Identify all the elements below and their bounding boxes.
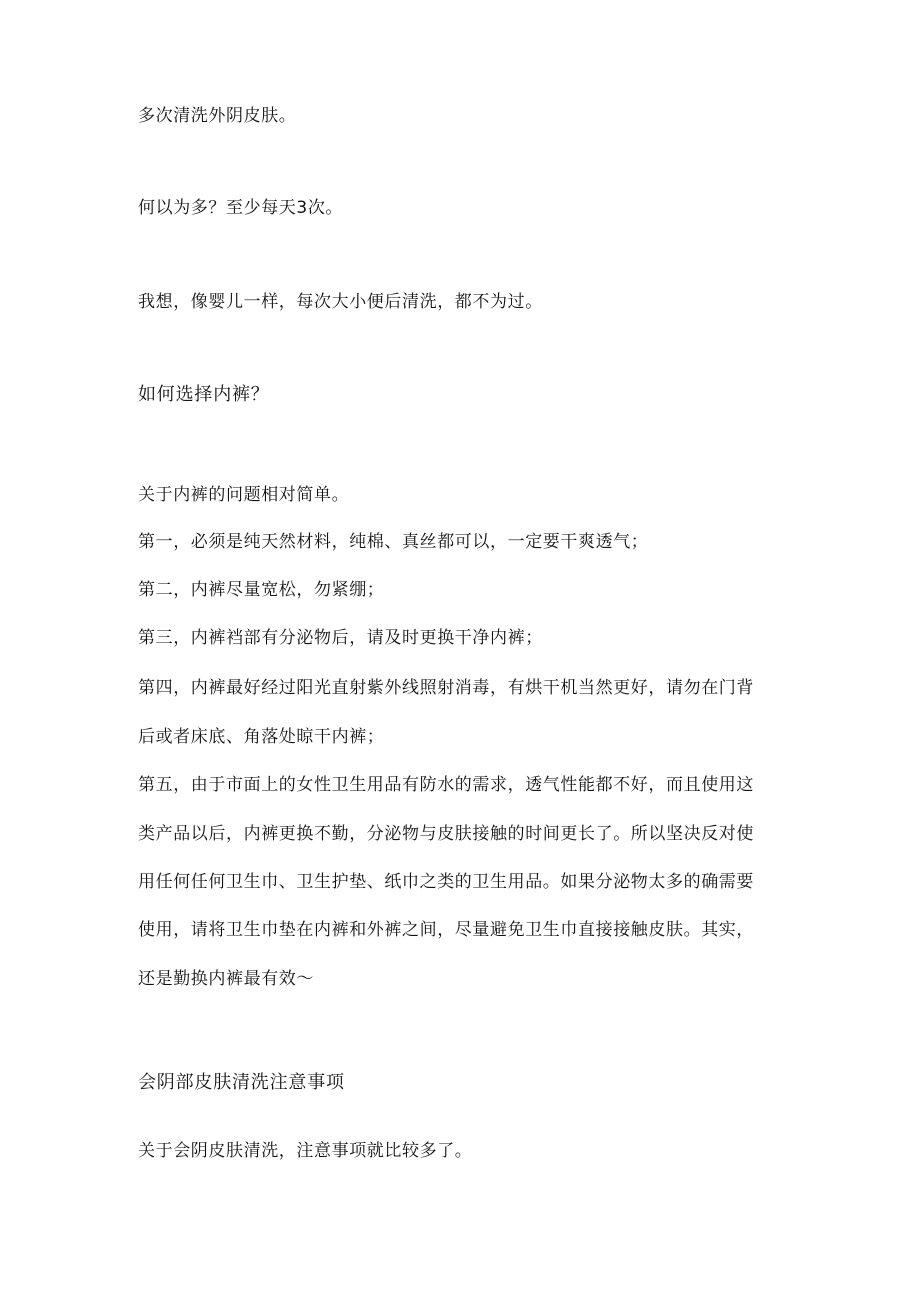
paragraph: 何以为多？至少每天3次。 (138, 198, 344, 218)
paragraph: 关于内裤的问题相对简单。 (138, 485, 350, 505)
list-line: 第二，内裤尽量宽松，勿紧绷； (138, 580, 385, 600)
list-line: 第三，内裤裆部有分泌物后，请及时更换干净内裤； (138, 628, 543, 648)
list-line: 第五，由于市面上的女性卫生用品有防水的需求，透气性能都不好，而且使用这 (138, 775, 754, 795)
paragraph: 关于会阴皮肤清洗，注意事项就比较多了。 (138, 1141, 473, 1161)
list-line: 第一，必须是纯天然材料，纯棉、真丝都可以，一定要干爽透气； (138, 532, 649, 552)
section-heading-underwear: 如何选择内裤？ (138, 384, 270, 405)
paragraph: 我想，像婴儿一样，每次大小便后清洗，都不为过。 (138, 292, 543, 312)
list-line: 类产品以后，内裤更换不勤，分泌物与皮肤接触的时间更长了。所以坚决反对使 (138, 824, 754, 844)
list-line: 用任何任何卫生巾、卫生护垫、纸巾之类的卫生用品。如果分泌物太多的确需要 (138, 872, 754, 892)
list-line: 后或者床底、角落处晾干内裤； (138, 727, 385, 747)
section-heading-cleaning: 会阴部皮肤清洗注意事项 (138, 1072, 345, 1093)
list-line: 第四，内裤最好经过阳光直射紫外线照射消毒，有烘干机当然更好，请勿在门背 (138, 678, 754, 698)
paragraph: 多次清洗外阴皮肤。 (138, 106, 297, 126)
list-line: 还是勤换内裤最有效～ (138, 969, 314, 989)
list-line: 使用，请将卫生巾垫在内裤和外裤之间，尽量避免卫生巾直接接触皮肤。其实， (138, 920, 754, 940)
